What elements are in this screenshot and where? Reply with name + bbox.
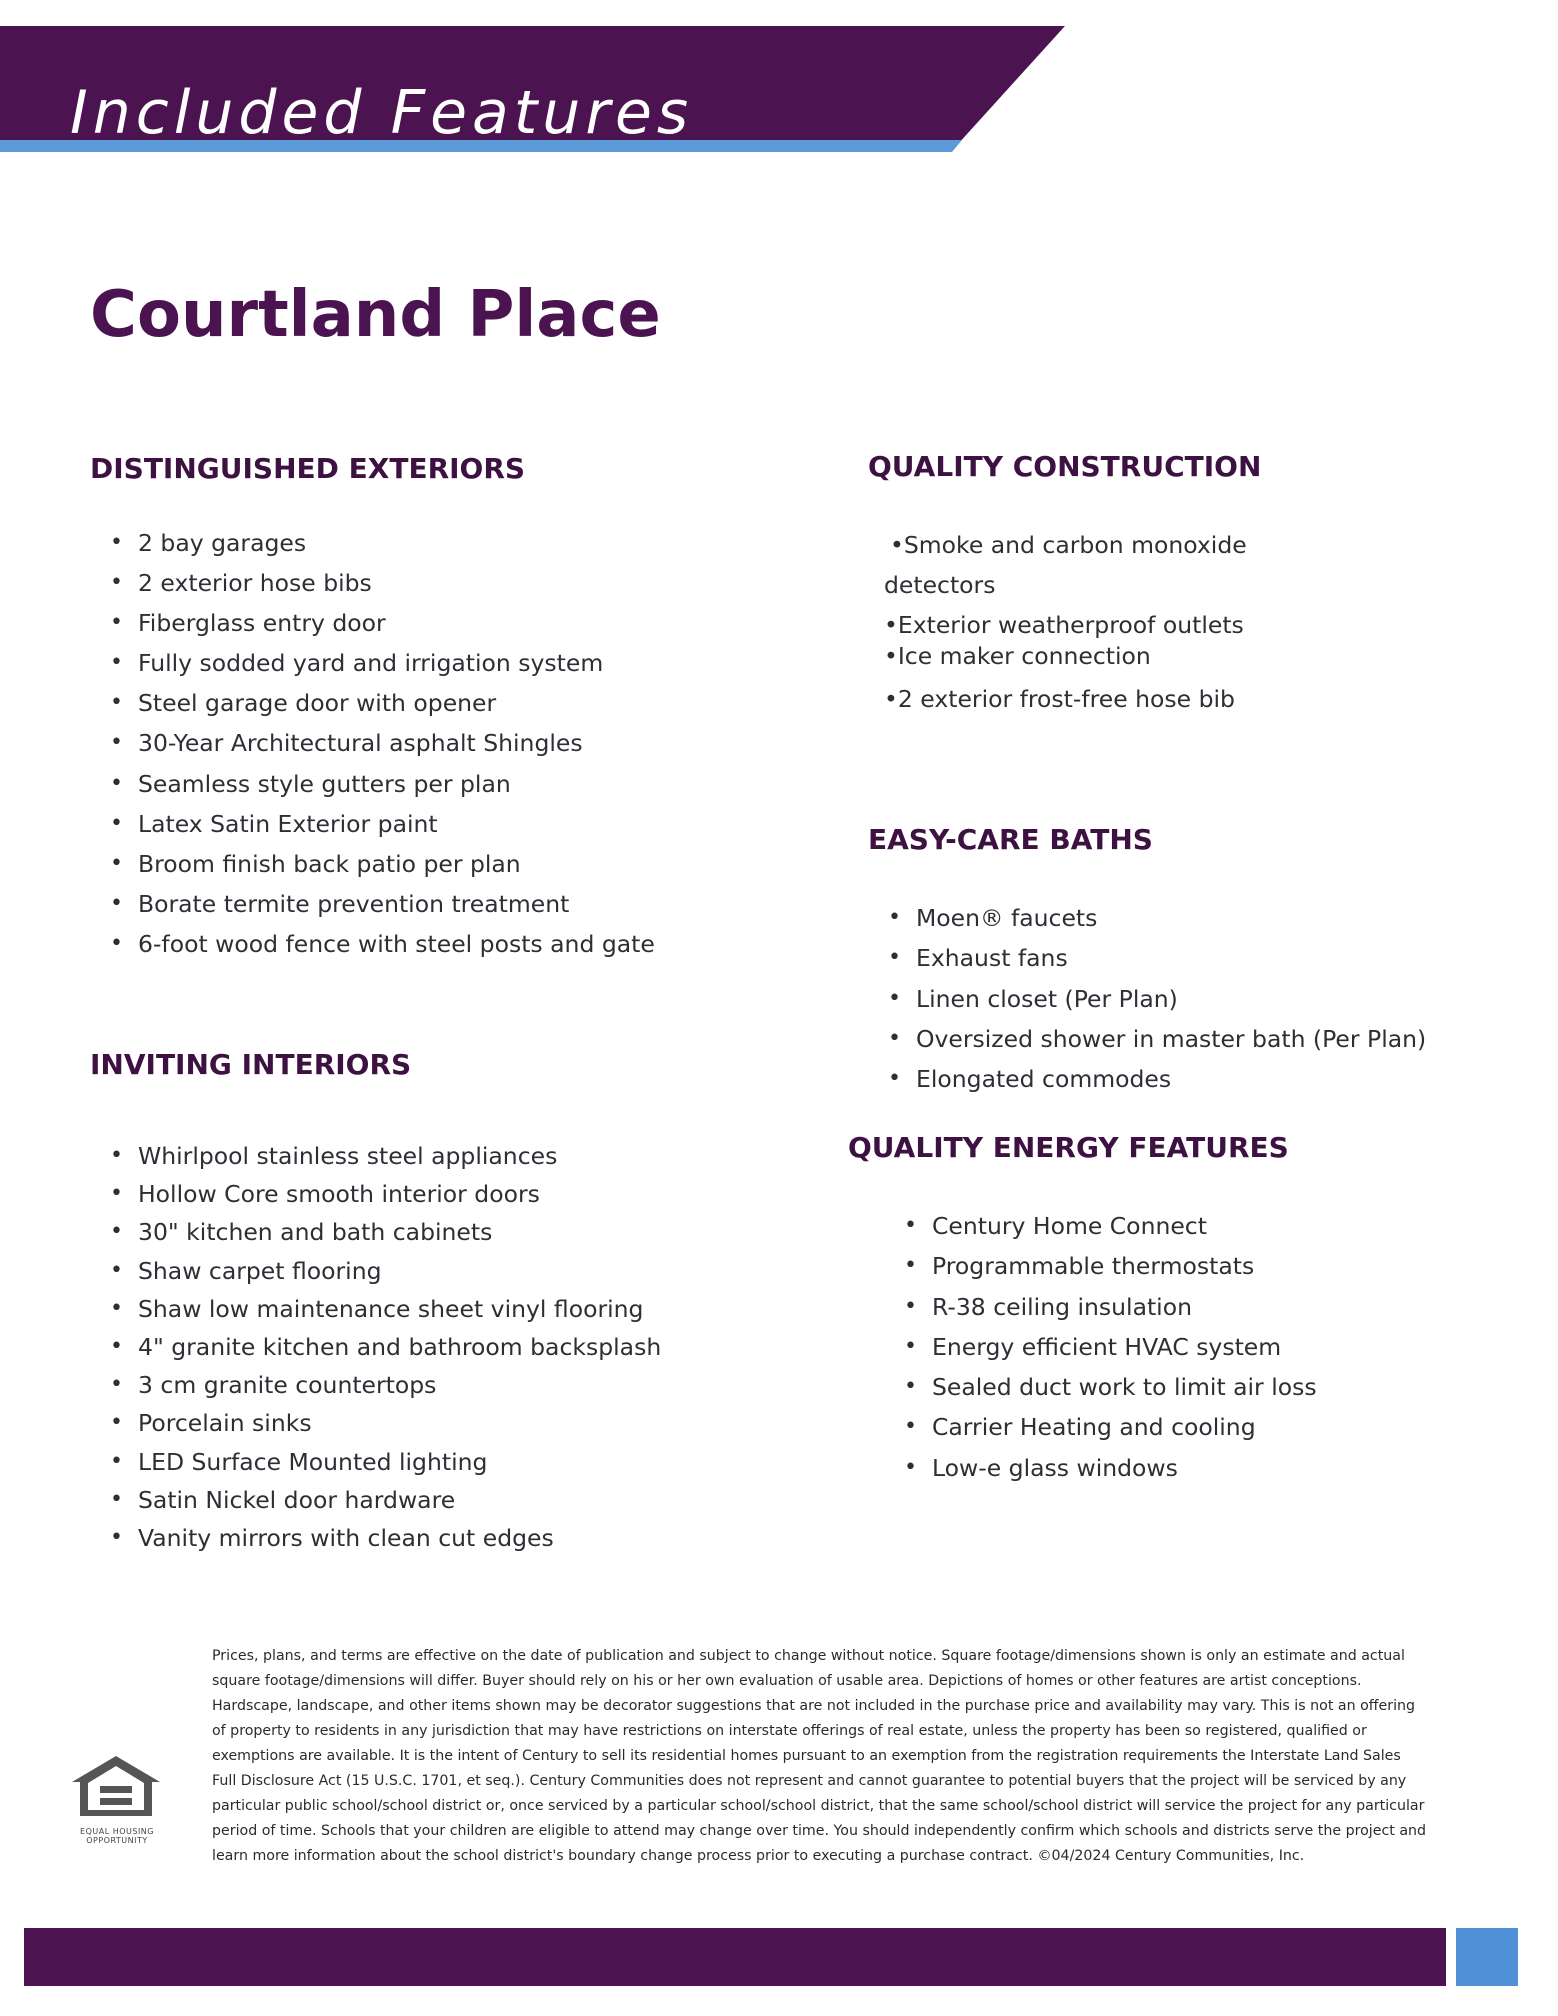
bullet-icon: • xyxy=(110,810,123,836)
list-item-text: 2 bay garages xyxy=(138,529,307,557)
section-heading: EASY-CARE BATHS xyxy=(868,823,1153,856)
list-item-text: Shaw low maintenance sheet vinyl flooring xyxy=(138,1294,644,1323)
feature-list xyxy=(90,1137,661,1557)
list-item xyxy=(90,764,655,804)
bullet-icon: • xyxy=(888,905,901,930)
list-item xyxy=(848,1246,1317,1286)
list-item xyxy=(868,938,1426,978)
list-item xyxy=(868,1019,1426,1059)
list-item xyxy=(848,1367,1317,1407)
construction-lines xyxy=(868,525,1388,719)
bullet-icon: • xyxy=(904,1333,917,1359)
list-item xyxy=(848,1206,1317,1246)
bullet-icon: • xyxy=(110,1295,123,1321)
list-item-text: Carrier Heating and cooling xyxy=(932,1413,1256,1442)
feature-list xyxy=(848,1206,1317,1488)
list-item-text: 30-Year Architectural asphalt Shingles xyxy=(138,729,583,758)
construction-line: •Smoke and carbon monoxide xyxy=(890,531,1247,559)
list-item-text: Borate termite prevention treatment xyxy=(138,889,570,918)
list-item xyxy=(90,1481,661,1519)
construction-line: detectors xyxy=(884,571,996,599)
list-item xyxy=(90,1519,661,1557)
list-item xyxy=(868,898,1426,938)
list-item xyxy=(90,1404,661,1442)
section-heading: QUALITY ENERGY FEATURES xyxy=(848,1131,1289,1164)
bullet-icon: • xyxy=(110,1257,123,1283)
list-item xyxy=(868,1059,1426,1099)
list-item-text: Latex Satin Exterior paint xyxy=(138,809,438,838)
bullet-icon: • xyxy=(888,1025,901,1051)
list-item xyxy=(90,924,655,964)
list-item xyxy=(848,1448,1317,1488)
list-item-text: 6-foot wood fence with steel posts and gate xyxy=(138,929,655,958)
bullet-icon: • xyxy=(888,1066,901,1092)
list-item xyxy=(90,603,655,643)
footer-accent-square xyxy=(1456,1928,1518,1986)
bullet-icon: • xyxy=(110,1219,123,1245)
list-item xyxy=(90,1213,661,1251)
list-item-text: Seamless style gutters per plan xyxy=(138,769,511,798)
list-item-text: Satin Nickel door hardware xyxy=(138,1485,456,1514)
list-item xyxy=(90,723,655,763)
list-item xyxy=(848,1327,1317,1367)
bullet-icon: • xyxy=(110,1524,123,1550)
list-item xyxy=(868,979,1426,1019)
list-item-text: Whirlpool stainless steel appliances xyxy=(138,1142,558,1170)
bullet-icon: • xyxy=(110,1486,123,1512)
list-item xyxy=(90,1137,661,1175)
list-item xyxy=(90,844,655,884)
section-distinguished-exteriors xyxy=(90,452,655,964)
feature-list xyxy=(90,523,655,964)
bullet-icon: • xyxy=(110,690,123,716)
list-item-text: R-38 ceiling insulation xyxy=(932,1292,1192,1321)
bullet-icon: • xyxy=(110,1410,123,1436)
bullet-icon: • xyxy=(110,650,123,676)
section-heading: INVITING INTERIORS xyxy=(90,1048,412,1081)
list-item-text: Moen® faucets xyxy=(916,904,1098,932)
bullet-icon: • xyxy=(110,1181,123,1207)
list-item xyxy=(90,884,655,924)
section-quality-construction xyxy=(868,450,1388,719)
list-item xyxy=(90,643,655,683)
section-heading: DISTINGUISHED EXTERIORS xyxy=(90,452,526,485)
list-item-text: LED Surface Mounted lighting xyxy=(138,1447,488,1476)
list-item-text: Sealed duct work to limit air loss xyxy=(932,1373,1317,1402)
list-item xyxy=(90,563,655,603)
bullet-icon: • xyxy=(110,730,123,756)
page-title: Courtland Place xyxy=(90,278,661,352)
bullet-icon: • xyxy=(904,1454,917,1480)
list-item xyxy=(90,1252,661,1290)
list-item-text: Vanity mirrors with clean cut edges xyxy=(138,1523,554,1552)
list-item-text: Elongated commodes xyxy=(916,1065,1172,1094)
construction-line: •Exterior weatherproof outlets xyxy=(884,611,1244,639)
list-item-text: Porcelain sinks xyxy=(138,1409,312,1438)
section-heading: QUALITY CONSTRUCTION xyxy=(868,450,1262,483)
bullet-icon: • xyxy=(888,945,901,971)
bullet-icon: • xyxy=(110,890,123,916)
bullet-icon: • xyxy=(888,985,901,1011)
list-item-text: 30" kitchen and bath cabinets xyxy=(138,1218,493,1247)
construction-line: •2 exterior frost-free hose bib xyxy=(884,685,1235,713)
list-item xyxy=(90,683,655,723)
banner-title: Included Features xyxy=(70,78,694,148)
bullet-icon: • xyxy=(110,610,123,636)
footer-bar xyxy=(24,1928,1446,1986)
list-item xyxy=(90,1290,661,1328)
bullet-icon: • xyxy=(110,530,123,555)
bullet-icon: • xyxy=(904,1253,917,1279)
bullet-icon: • xyxy=(110,850,123,876)
equal-housing-icon xyxy=(68,1752,164,1822)
list-item xyxy=(90,1366,661,1404)
list-item-text: Shaw carpet flooring xyxy=(138,1256,382,1285)
list-item-text: Steel garage door with opener xyxy=(138,689,497,718)
list-item-text: Fully sodded yard and irrigation system xyxy=(138,649,604,678)
bullet-icon: • xyxy=(110,770,123,796)
list-item xyxy=(848,1287,1317,1327)
list-item-text: 2 exterior hose bibs xyxy=(138,569,372,598)
list-item-text: Fiberglass entry door xyxy=(138,609,386,638)
bullet-icon: • xyxy=(904,1213,917,1238)
construction-line: •Ice maker connection xyxy=(884,642,1151,670)
section-easy-care-baths xyxy=(868,823,1426,1099)
legal-disclaimer: Prices, plans, and terms are effective on the date of publication and subject to change without notice. Square footage/dimensions shown is only an estimate and actual square footage/dimensions will differ. Buyer should rely on his or her own evaluation of usable area. Depictions of homes or other features are artist conceptions. Hardscape, landscape, and other items shown may be decorator suggestions that are not included in the purchase price and availability may vary. This is not an offering of property to residents in any jurisdiction that may have restrictions on interstate offerings of real estate, unless the property has been so registered, qualified or exemptions are available. It is the intent of Century to sell its residential homes pursuant to an exemption from the registration requirements the Interstate Land Sales Full Disclosure Act (15 U.S.C. 1701, et seq.). Century Communities does not represent and cannot guarantee to potential buyers that the project will be serviced by any particular public school/school district or, once serviced by a particular school/school district, that the same school/school district will service the project for any particular period of time. Schools that your children are eligible to attend may change over time. You should independently confirm which schools and districts serve the project and learn more information about the school district's boundary change process prior to executing a purchase contract. ©04/2024 Century Communities, Inc. xyxy=(212,1648,1427,1864)
list-item-text: 3 cm granite countertops xyxy=(138,1371,437,1400)
list-item-text: Low-e glass windows xyxy=(932,1453,1178,1482)
list-item-text: Exhaust fans xyxy=(916,944,1068,973)
list-item xyxy=(848,1407,1317,1447)
list-item-text: Linen closet (Per Plan) xyxy=(916,984,1178,1013)
list-item xyxy=(90,804,655,844)
section-quality-energy-features xyxy=(848,1131,1317,1488)
list-item xyxy=(90,1443,661,1481)
section-inviting-interiors xyxy=(90,1048,661,1557)
list-item xyxy=(90,523,655,563)
list-item-text: Broom finish back patio per plan xyxy=(138,849,521,878)
bullet-icon: • xyxy=(904,1374,917,1400)
list-item-text: Oversized shower in master bath (Per Plan) xyxy=(916,1024,1427,1053)
bullet-icon: • xyxy=(110,1333,123,1359)
list-item-text: Energy efficient HVAC system xyxy=(932,1332,1282,1361)
bullet-icon: • xyxy=(110,930,123,956)
feature-list xyxy=(868,898,1426,1099)
list-item-text: Century Home Connect xyxy=(932,1212,1207,1240)
equal-housing-caption: EQUAL HOUSING OPPORTUNITY xyxy=(80,1827,154,1845)
header-banner xyxy=(0,26,1065,156)
bullet-icon: • xyxy=(904,1414,917,1440)
bullet-icon: • xyxy=(110,1448,123,1474)
bullet-icon: • xyxy=(904,1293,917,1319)
bullet-icon: • xyxy=(110,1143,123,1168)
bullet-icon: • xyxy=(110,570,123,596)
list-item-text: 4" granite kitchen and bathroom backsplash xyxy=(138,1332,662,1361)
list-item xyxy=(90,1175,661,1213)
list-item-text: Programmable thermostats xyxy=(932,1252,1255,1281)
list-item-text: Hollow Core smooth interior doors xyxy=(138,1180,540,1209)
list-item xyxy=(90,1328,661,1366)
bullet-icon: • xyxy=(110,1372,123,1398)
